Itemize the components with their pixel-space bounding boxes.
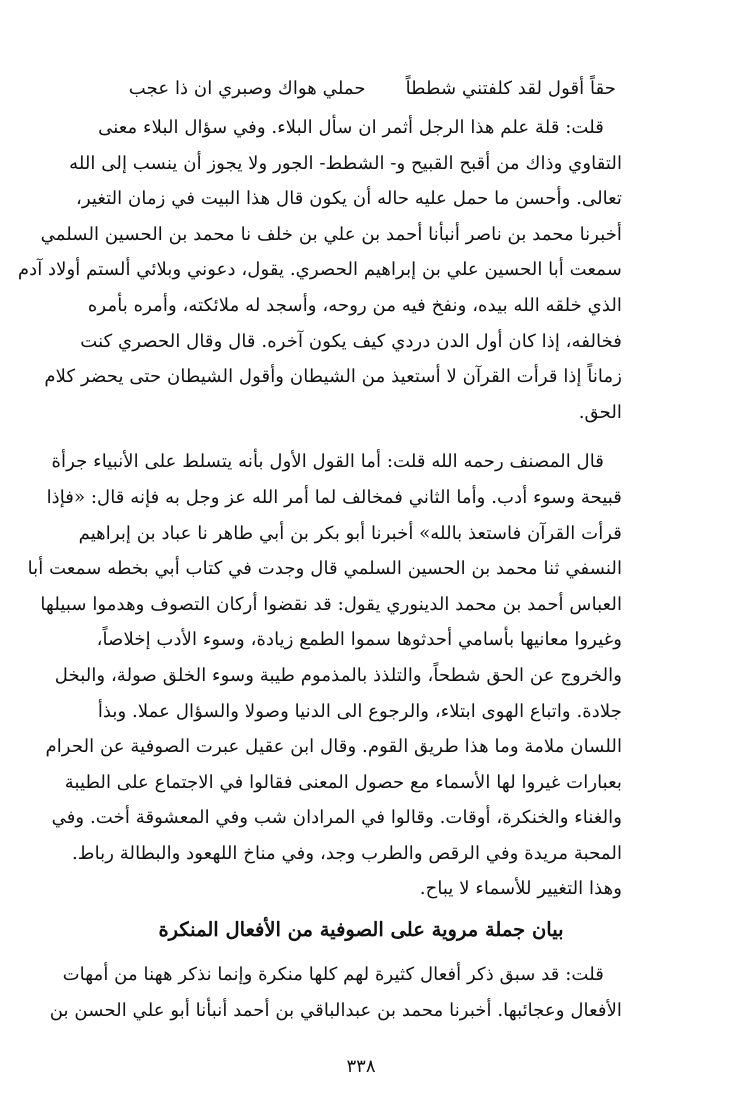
poetry-verse: [100, 72, 622, 106]
text-line: قبيحة وسوء أدب. وأما الثاني فمخالف لما أمر الله عز وجل به فإنه قال: «فإذا: [46, 486, 622, 508]
paragraph-commentary-3: [49, 957, 622, 1028]
text-line: جلادة. واتباع الهوى ابتلاء، والرجوع الى الدنيا وصولا والسؤال عملا. وبذأ: [97, 700, 622, 722]
text-line: قرأت القرآن فاستعذ بالله» أخبرنا أبو بكر بن أبي طاهر نا عباد بن إبراهيم: [78, 522, 622, 544]
section-heading: بيان جملة مروية على الصوفية من الأفعال المنكرة: [158, 918, 564, 942]
text-line: اللسان ملامة وما هذا طريق القوم. وقال ابن عقيل عبرت الصوفية عن الحرام: [45, 736, 622, 758]
text-line: زماناً إذا قرأت القرآن لا أستعيذ من الشيطان وأقول الشيطان حتى يحضر كلام: [44, 366, 622, 388]
text-line: التقاوي وذاك من أقبح القبيح و- الشطط- الجور ولا يجوز أن ينسب إلى الله: [69, 152, 622, 174]
text-line: المحبة مريدة وفي الرقص والطرب وجد، وفي مناخ اللهعود والبطالة رباط.: [72, 842, 622, 864]
text-line: والغناء والخنكرة، أوقات. وقالوا في المرادان شب وفي المعشوقة أخت. وفي: [51, 807, 622, 829]
verse-second-hemistich: حملي هواك وصبري ان ذا عجب: [128, 78, 366, 99]
text-line: بعبارات غيروا لها الأسماء مع حصول المعنى فقالوا في الاجتماع على الطيبة: [64, 771, 622, 793]
text-line: والخروج عن الحق شطحاً، والتلذذ بالمذموم طيبة وسوء الخلق صولة، والبخل: [54, 664, 622, 686]
text-line: فخالفه، إذا كان أول الدن دردي كيف يكون آخره. قال وقال الحصري كنت: [80, 330, 622, 352]
text-line: الحق.: [578, 401, 622, 423]
text-line: قلت: قد سبق ذكر أفعال كثيرة لهم كلها منكرة وإنما نذكر ههنا من أمهات: [62, 964, 604, 986]
text-line: سمعت أبا الحسين علي بن إبراهيم الحصري. يقول، دعوني وبلائي ألستم أولاد آدم: [17, 259, 622, 281]
text-line: قلت: قلة علم هذا الرجل أثمر ان سأل البلاء. وفي سؤال البلاء معنى: [98, 117, 604, 138]
verse-first-hemistich: حقاً أقول لقد كلفتني شططاً: [405, 78, 616, 99]
text-line: وغيروا معانيها بأسامي أحدثوها سموا الطمع زيادة، وسوء الأدب إخلاصاً،: [96, 629, 622, 651]
paragraph-commentary-1: [17, 110, 622, 430]
text-line: النسفي ثنا محمد بن الحسين السلمي قال وجدت في كتاب أبي بخطه سمعت أبا: [27, 558, 622, 580]
text-line: الأفعال وعجائبها. أخبرنا محمد بن عبدالباقي بن أحمد أنبأنا أبو علي الحسن بن: [49, 999, 622, 1021]
text-line: تعالى. وأحسن ما حمل عليه حاله أن يكون قال هذا البيت في زمان التغير،: [75, 188, 622, 210]
text-line: قال المصنف رحمه الله قلت: أما القول الأول بأنه يتسلط على الأنبياء جرأة: [51, 451, 604, 473]
paragraph-commentary-2: [27, 444, 622, 907]
text-line: الذي خلقه الله بيده، ونفخ فيه من روحه، وأسجد له ملائكته، وأمره بأمره: [87, 294, 622, 316]
text-line: العباس أحمد بن محمد الدينوري يقول: قد نقضوا أركان التصوف وهدموا سبيلها: [40, 593, 622, 615]
text-line: وهذا التغيير للأسماء لا يباح.: [419, 878, 622, 900]
page-number: ٣٣٨: [346, 1056, 376, 1078]
text-line: أخبرنا محمد بن ناصر أنبأنا أحمد بن علي بن خلف نا محمد بن الحسين السلمي: [40, 223, 622, 245]
